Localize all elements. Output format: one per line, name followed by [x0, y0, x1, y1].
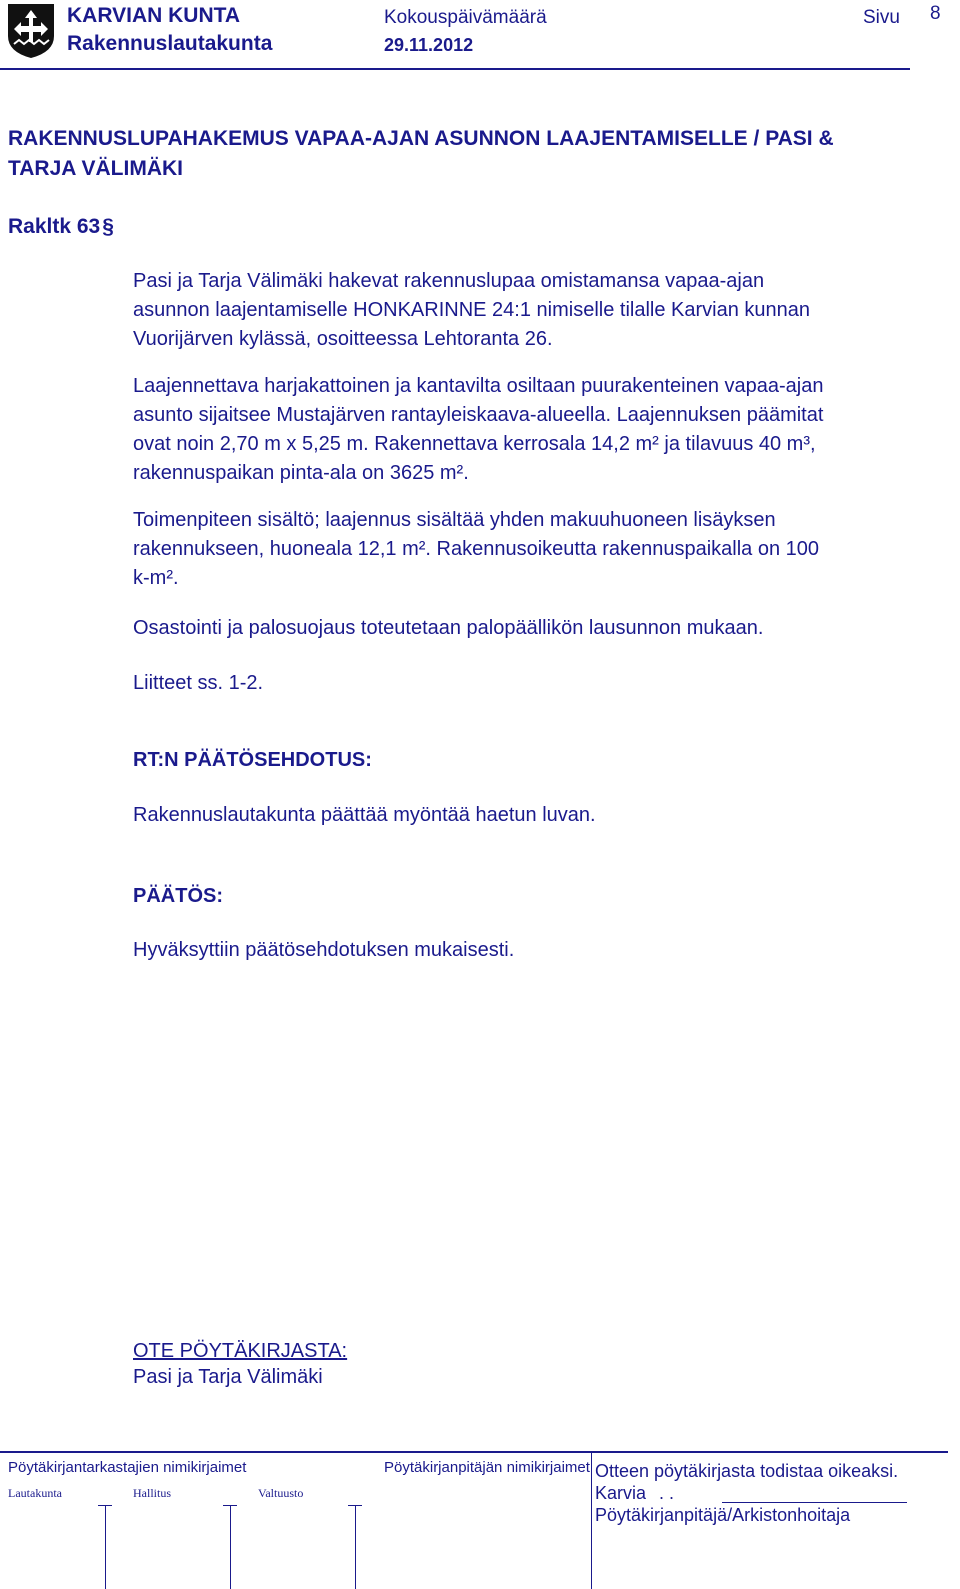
meeting-date-label: Kokouspäivämäärä	[384, 7, 547, 28]
paragraph-attachments	[133, 669, 948, 698]
header-rule	[0, 68, 910, 70]
initials-box-tick	[223, 1505, 237, 1506]
proposal-text: Rakennuslautakunta päättää myöntää haetun luvan.	[133, 804, 596, 826]
certification-text: Otteen pöytäkirjasta todistaa oikeaksi.	[595, 1461, 899, 1481]
document-title-line1: RAKENNUSLUPAHAKEMUS VAPAA-AJAN ASUNNON LAAJENTAMISELLE / PASI &	[8, 127, 834, 150]
initials-box-divider	[355, 1505, 356, 1589]
paragraph-measure	[133, 506, 948, 593]
text-line: Liitteet ss. 1-2.	[133, 672, 264, 694]
section-reference	[8, 211, 114, 242]
initials-box-tick	[348, 1505, 362, 1506]
initials-box-divider	[230, 1505, 231, 1589]
column-valtuusto: Valtuusto	[258, 1486, 304, 1500]
checkers-initials-label: Pöytäkirjantarkastajien nimikirjaimet	[8, 1459, 247, 1476]
signature-line	[722, 1502, 907, 1503]
column-lautakunta: Lautakunta	[8, 1486, 62, 1500]
extract-heading: OTE PÖYTÄKIRJASTA:	[133, 1340, 348, 1362]
text-line: asunnon laajentamiselle HONKARINNE 24:1 nimiselle tilalle Karvian kunnan	[133, 299, 811, 321]
paragraph-description	[133, 372, 948, 488]
initials-box-tick	[98, 1505, 112, 1506]
section-symbol: §	[102, 215, 114, 238]
decision-heading: PÄÄTÖS:	[133, 885, 223, 907]
footer-divider	[591, 1453, 592, 1589]
text-line: ovat noin 2,70 m x 5,25 m. Rakennettava kerrosala 14,2 m² ja tilavuus 40 m³,	[133, 433, 816, 455]
page-label: Sivu	[863, 7, 900, 28]
extract-recipient: Pasi ja Tarja Välimäki	[133, 1366, 323, 1388]
organization-name: KARVIAN KUNTA	[67, 4, 241, 27]
initials-box-divider	[105, 1505, 106, 1589]
text-line: Laajennettava harjakattoinen ja kantavilta osiltaan puurakenteinen vapaa-ajan	[133, 375, 824, 397]
column-hallitus: Hallitus	[133, 1486, 171, 1500]
place-name: Karvia	[595, 1483, 647, 1503]
date-placeholder: . .	[659, 1483, 675, 1503]
footer-rule	[0, 1451, 948, 1453]
text-line: rakennuspaikan pinta-ala on 3625 m².	[133, 462, 469, 484]
document-title-line2: TARJA VÄLIMÄKI	[8, 157, 183, 180]
secretary-initials-label: Pöytäkirjanpitäjän nimikirjaimet	[384, 1459, 590, 1476]
text-line: asunto sijaitsee Mustajärven rantayleiskaava-alueella. Laajennuksen päämitat	[133, 404, 824, 426]
text-line: Vuorijärven kylässä, osoitteessa Lehtoranta 26.	[133, 328, 553, 350]
meeting-date: 29.11.2012	[384, 35, 474, 55]
section-ref-text: Rakltk 63	[8, 215, 101, 238]
page-number: 8	[930, 3, 941, 24]
text-line: k-m².	[133, 567, 179, 589]
text-line: rakennukseen, huoneala 12,1 m². Rakennusoikeutta rakennuspaikalla on 100	[133, 538, 820, 560]
text-line: Toimenpiteen sisältö; laajennus sisältää yhden makuuhuoneen lisäyksen	[133, 509, 776, 531]
text-line: Pasi ja Tarja Välimäki hakevat rakennuslupaa omistamansa vapaa-ajan	[133, 270, 765, 292]
municipal-coat-of-arms	[6, 2, 56, 60]
proposal-heading: RT:N PÄÄTÖSEHDOTUS:	[133, 749, 372, 771]
text-line: Osastointi ja palosuojaus toteutetaan palopäällikön lausunnon mukaan.	[133, 617, 764, 639]
decision-text: Hyväksyttiin päätösehdotuksen mukaisesti.	[133, 939, 515, 961]
board-name: Rakennuslautakunta	[67, 32, 273, 55]
certification-place	[595, 1483, 674, 1504]
paragraph-fire-safety	[133, 614, 948, 643]
signer-title: Pöytäkirjanpitäjä/Arkistonhoitaja	[595, 1505, 851, 1525]
paragraph-application	[133, 267, 948, 354]
